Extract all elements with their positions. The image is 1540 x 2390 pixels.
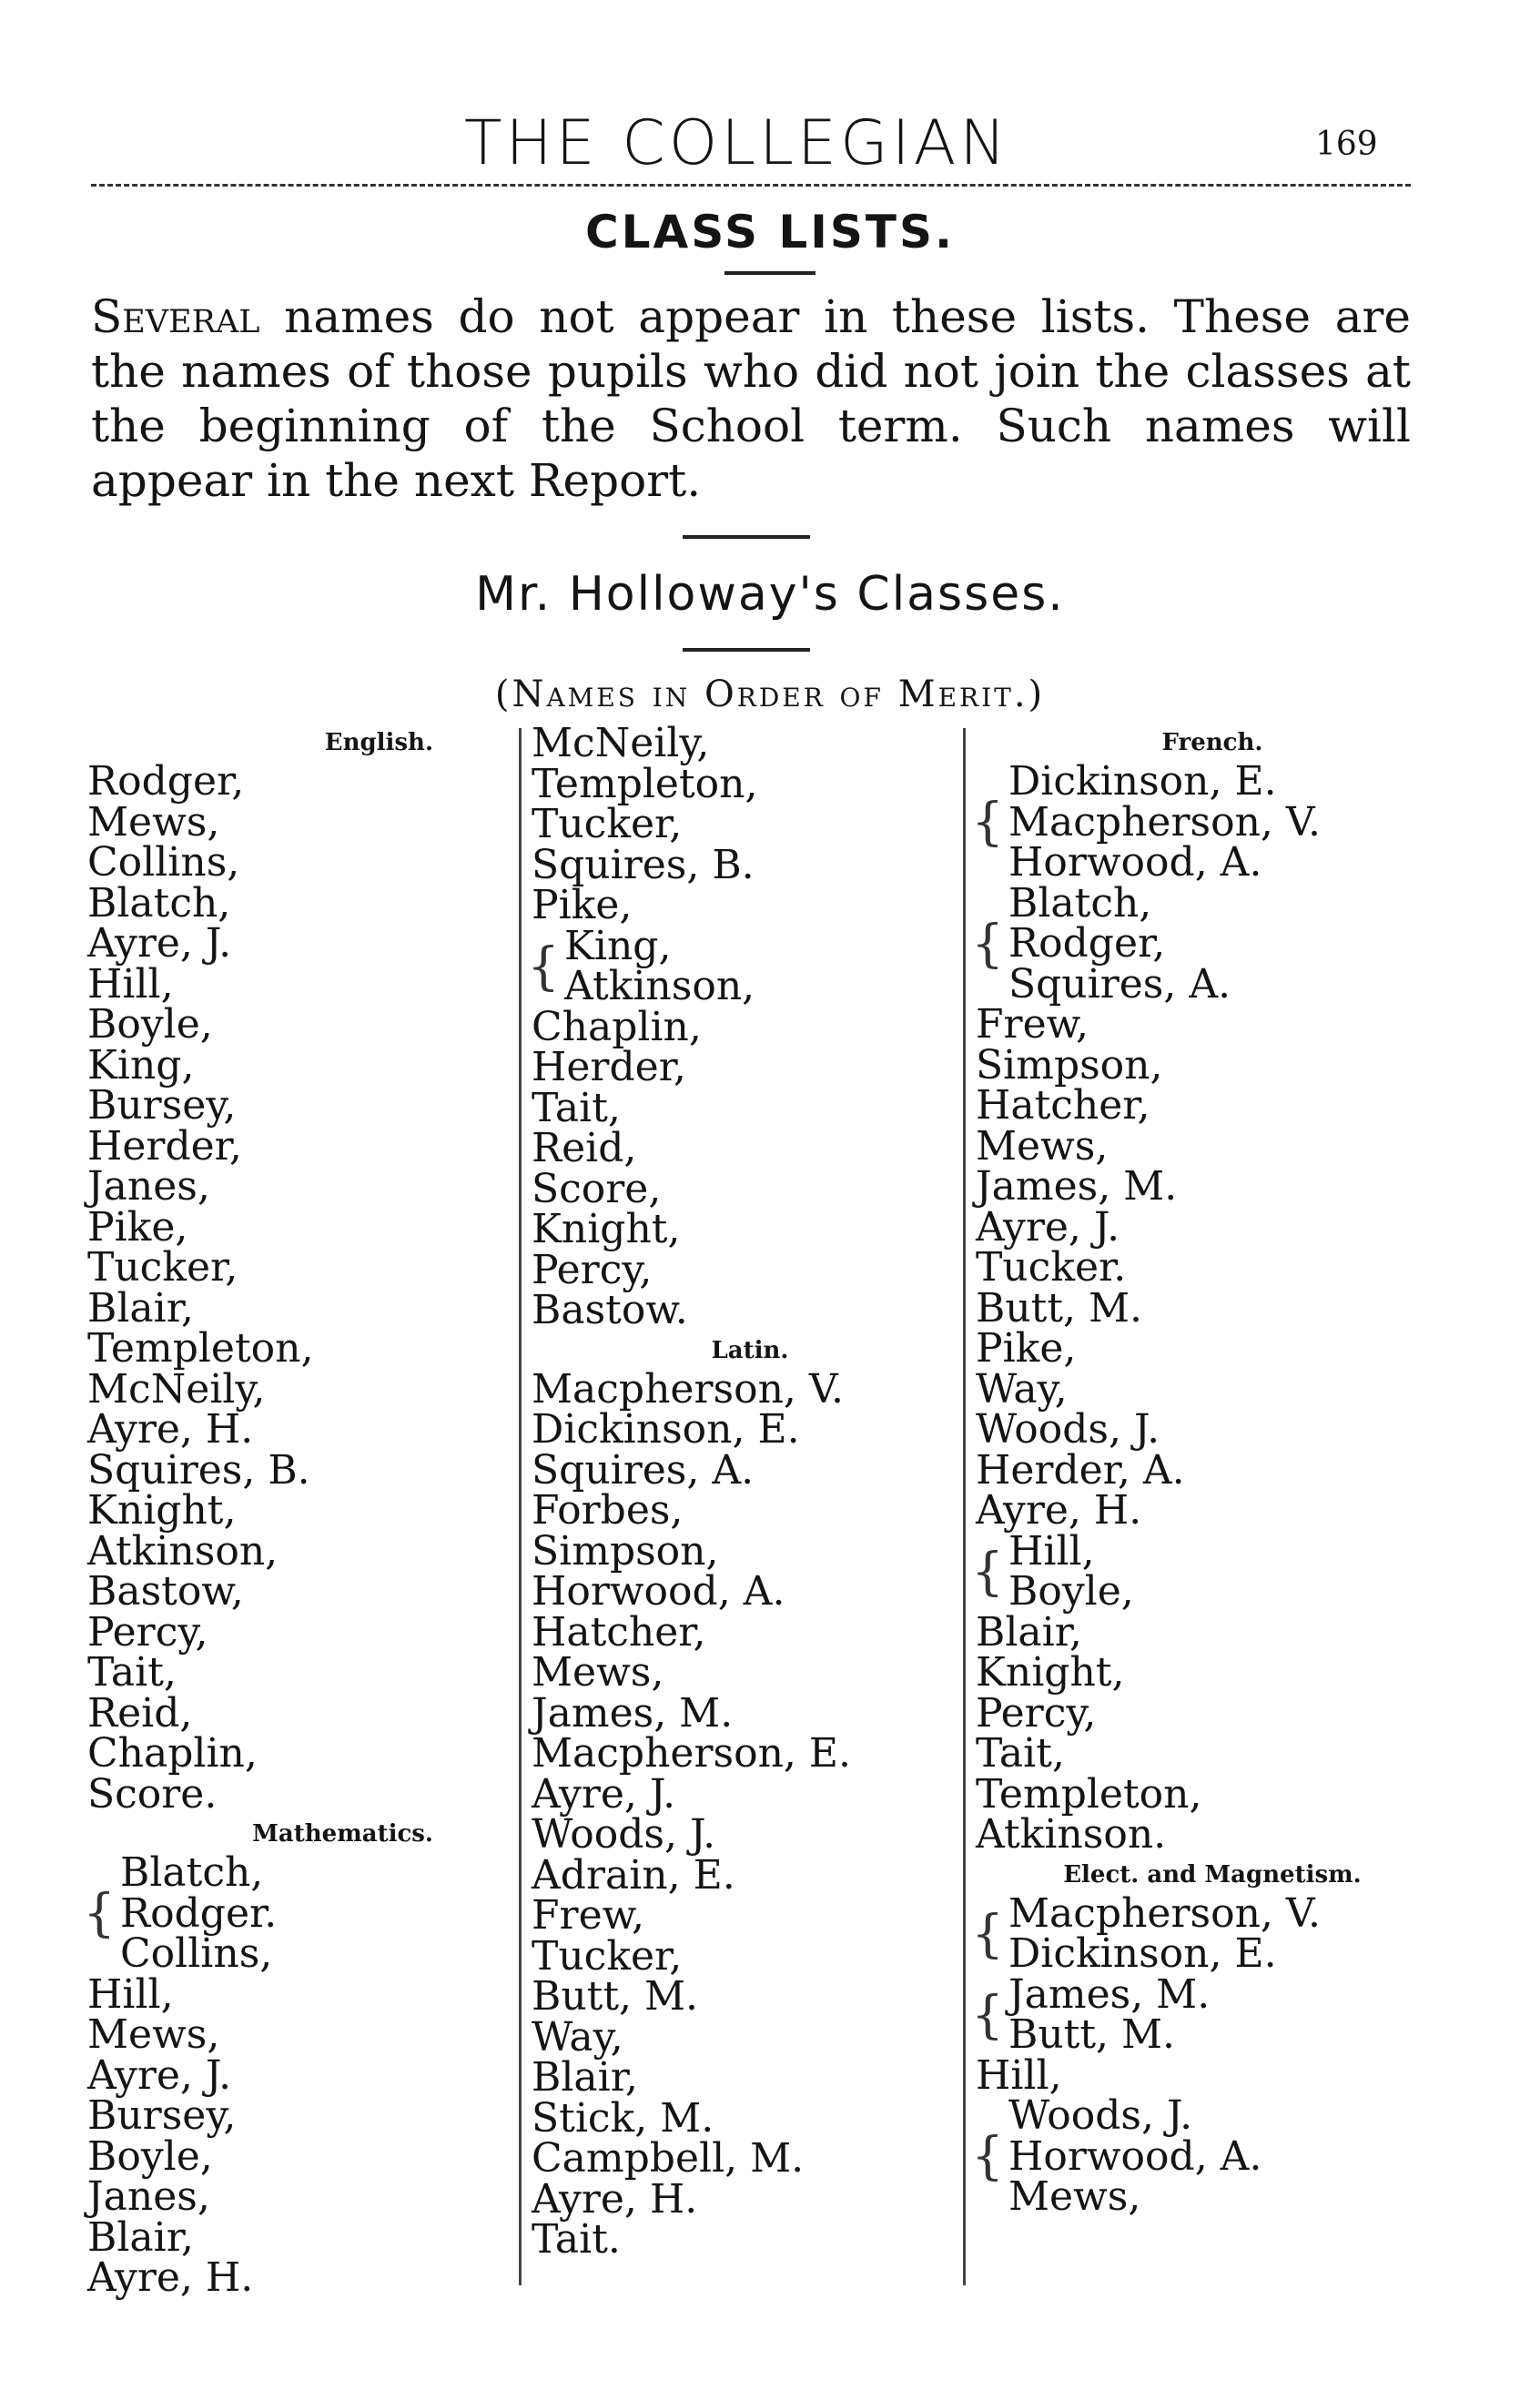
subject-section — [87, 724, 470, 1818]
subject-heading: French. — [1161, 729, 1263, 756]
student-name: McNeily, — [532, 720, 710, 766]
student-name: Mews, — [976, 1122, 1109, 1170]
student-name: Pike, — [87, 1203, 188, 1251]
column-divider-left — [519, 728, 522, 2285]
page-number: 169 — [1315, 126, 1378, 163]
column-middle — [527, 720, 968, 2263]
student-name: Horwood, A. — [532, 1568, 785, 1615]
student-name: Mews, — [1008, 2173, 1141, 2220]
student-name: Ayre, H. — [87, 2254, 254, 2301]
student-name: Atkinson, — [564, 963, 755, 1009]
subject-section — [971, 724, 1449, 1858]
student-name: Herder, — [87, 1122, 242, 1170]
student-name: Hatcher, — [532, 1608, 706, 1656]
student-name: Dickinson, E. — [1008, 758, 1277, 805]
student-name: Knight, — [87, 1487, 237, 1534]
student-name: Bursey, — [87, 1082, 237, 1129]
student-name: Frew, — [976, 1001, 1089, 1048]
student-name: Boyle, — [1008, 1568, 1134, 1615]
brace-mark: { — [971, 914, 1004, 974]
student-name: Dickinson, E. — [1008, 1930, 1277, 1977]
student-name: Herder, — [532, 1044, 686, 1090]
student-name: Ayre, J. — [87, 2051, 232, 2099]
student-name: Simpson, — [976, 1041, 1163, 1089]
student-name: Stick, M. — [532, 2094, 714, 2142]
student-name: Boyle, — [87, 1001, 213, 1048]
student-name: James, M. — [976, 1163, 1178, 1210]
student-name: Hill, — [87, 1970, 174, 2018]
student-name: Tait, — [87, 1649, 177, 1696]
student-name: Campbell, M. — [532, 2135, 805, 2182]
intro-paragraph — [91, 289, 1411, 508]
student-name: Squires, B. — [532, 841, 755, 888]
student-name: Hatcher, — [976, 1082, 1150, 1129]
student-name: Rodger, — [87, 758, 245, 805]
student-name: King, — [87, 1041, 195, 1089]
student-name: Janes, — [87, 1163, 210, 1210]
student-name: Templeton, — [532, 760, 758, 807]
student-name: Blatch, — [120, 1849, 264, 1896]
subject-section — [532, 1332, 968, 2261]
header-rule — [91, 184, 1411, 187]
student-name: Hill, — [976, 2051, 1062, 2099]
student-name: Tait, — [532, 1084, 621, 1131]
student-name: Blatch, — [87, 879, 231, 927]
subject-heading: Latin. — [711, 1336, 789, 1364]
student-name: Atkinson. — [976, 1811, 1167, 1858]
student-name: Macpherson, V. — [1008, 798, 1321, 846]
student-name: Bursey, — [87, 2092, 237, 2139]
student-name: Tucker, — [532, 801, 683, 847]
student-name: Score. — [87, 1770, 218, 1818]
brace-mark: { — [83, 1884, 116, 1944]
student-name: Blair, — [87, 1284, 194, 1332]
classes-rule — [683, 648, 810, 652]
student-name: Frew, — [532, 1892, 645, 1939]
student-name: Reid, — [87, 1689, 193, 1737]
student-name: Squires, A. — [1008, 960, 1231, 1008]
brace-mark: { — [971, 793, 1004, 853]
student-name: James, M. — [532, 1689, 734, 1737]
student-name: Way, — [532, 2013, 623, 2061]
student-name: Adrain, E. — [532, 1851, 735, 1899]
section-title: CLASS LISTS. — [584, 206, 956, 258]
student-name: Blair, — [532, 2054, 638, 2101]
brace-mark: { — [971, 1542, 1004, 1602]
student-name: Mews, — [87, 798, 220, 846]
title-rule — [724, 271, 816, 275]
student-name: Horwood, A. — [1008, 2132, 1262, 2180]
intro-lead: Several — [91, 290, 260, 343]
student-name: Templeton, — [87, 1325, 314, 1372]
student-name: Macpherson, E. — [532, 1730, 851, 1777]
student-name: Hill, — [87, 960, 174, 1008]
tied-group — [971, 1970, 1449, 2058]
student-name: Boyle, — [87, 2132, 213, 2180]
student-name: Knight, — [532, 1206, 681, 1252]
student-name: Macpherson, V. — [532, 1365, 844, 1413]
classes-title: Mr. Holloway's Classes. — [475, 567, 1065, 622]
student-name: Templeton, — [976, 1770, 1202, 1818]
student-name: Ayre, H. — [87, 1406, 254, 1453]
student-name: Mews, — [87, 2011, 220, 2058]
student-name: Chaplin, — [532, 1003, 702, 1050]
student-name: Horwood, A. — [1008, 839, 1262, 886]
column-right — [971, 724, 1449, 2220]
student-name: Chaplin, — [87, 1730, 258, 1777]
student-name: Butt, M. — [976, 1284, 1143, 1332]
column-divider-right — [963, 728, 966, 2285]
brace-mark: { — [971, 2127, 1004, 2187]
student-name: Butt, M. — [532, 1973, 699, 2020]
student-name: Atkinson, — [87, 1527, 279, 1575]
brace-mark: { — [527, 937, 560, 997]
student-name: Percy, — [532, 1246, 653, 1293]
intro-text: names do not appear in these lists. These are the names of those pupils who did not join the classes at the beginning of the School term. Such names will appear in the next Report. — [91, 290, 1411, 507]
tied-group — [971, 758, 1449, 886]
student-name: Way, — [976, 1365, 1068, 1413]
student-name: Rodger. — [120, 1889, 278, 1937]
student-name: Ayre, H. — [976, 1487, 1142, 1534]
brace-mark: { — [971, 1904, 1004, 1964]
subject-heading: Mathematics. — [252, 1820, 433, 1848]
student-name: Dickinson, E. — [532, 1406, 800, 1453]
tied-group — [971, 1889, 1449, 1977]
student-name: Woods, J. — [1008, 2092, 1193, 2139]
tied-group — [527, 922, 968, 1009]
student-name: Percy, — [87, 1608, 208, 1656]
student-name: Pike, — [532, 882, 633, 928]
student-name: Woods, J. — [976, 1406, 1160, 1453]
student-name: Blatch, — [1008, 879, 1152, 927]
subject-heading: English. — [324, 729, 433, 756]
tied-group — [83, 1849, 470, 1977]
student-name: Squires, A. — [532, 1446, 755, 1494]
subject-section — [83, 1815, 470, 2301]
order-note: (Names in Order of Merit.) — [494, 673, 1046, 715]
running-title: THE COLLEGIAN — [464, 107, 1010, 179]
student-name: Bastow. — [532, 1287, 688, 1333]
tied-group — [971, 879, 1449, 1008]
student-name: Forbes, — [532, 1487, 684, 1534]
student-name: James, M. — [1008, 1970, 1211, 2018]
student-name: Butt, M. — [1008, 2011, 1176, 2058]
subject-section — [527, 720, 968, 1333]
running-header — [0, 107, 1540, 180]
student-name: Score, — [532, 1165, 662, 1212]
student-name: Squires, B. — [87, 1446, 310, 1494]
tied-group — [971, 1527, 1449, 1615]
student-name: Knight, — [976, 1649, 1125, 1696]
student-name: Collins, — [120, 1930, 273, 1977]
column-left — [83, 724, 470, 2301]
student-name: Hill, — [1008, 1527, 1095, 1575]
student-name: Blair, — [976, 1608, 1082, 1656]
student-name: Janes, — [87, 2173, 210, 2220]
student-name: Pike, — [976, 1325, 1077, 1372]
student-name: Woods, J. — [532, 1811, 716, 1858]
student-name: Ayre, H. — [532, 2175, 698, 2223]
student-name: Ayre, J. — [87, 920, 232, 967]
section-rule — [683, 535, 810, 539]
student-name: Percy, — [976, 1689, 1097, 1737]
subject-section — [971, 1856, 1449, 2220]
student-name: Herder, A. — [976, 1446, 1185, 1494]
student-name: Ayre, J. — [976, 1203, 1120, 1251]
student-name: Tait. — [532, 2216, 621, 2263]
student-name: Blair, — [87, 2213, 194, 2261]
student-name: Collins, — [87, 839, 240, 886]
student-name: Bastow, — [87, 1568, 244, 1615]
brace-mark: { — [971, 1985, 1004, 2045]
student-name: Tucker, — [87, 1244, 238, 1291]
student-name: McNeily, — [87, 1365, 266, 1413]
student-name: Tucker, — [532, 1932, 683, 1980]
student-name: Macpherson, V. — [1008, 1889, 1321, 1937]
student-name: Simpson, — [532, 1527, 719, 1575]
student-name: Tait, — [976, 1730, 1065, 1777]
student-name: Ayre, J. — [532, 1770, 676, 1818]
subject-heading: Elect. and Magnetism. — [1063, 1860, 1362, 1889]
student-name: Reid, — [532, 1125, 637, 1171]
student-name: Tucker. — [976, 1244, 1127, 1291]
student-name: Rodger, — [1008, 920, 1166, 967]
student-name: King, — [564, 922, 672, 969]
tied-group — [971, 2092, 1449, 2220]
student-name: Mews, — [532, 1649, 664, 1696]
